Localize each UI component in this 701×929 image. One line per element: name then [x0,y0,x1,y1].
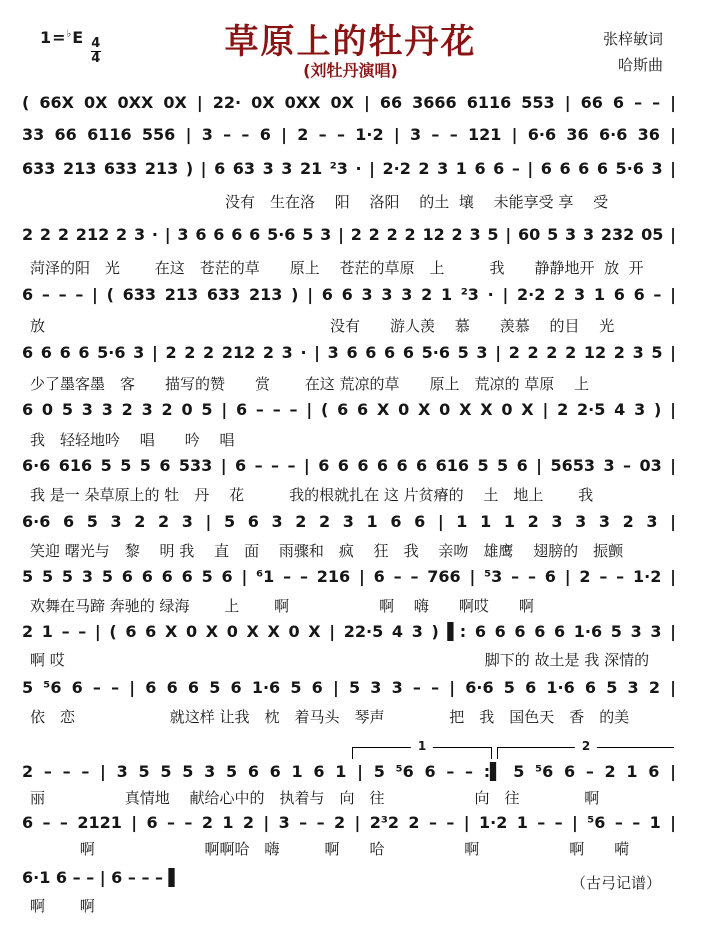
volta-bracket-second-ending [497,739,674,759]
lyrics-line-11: 啊 哎 脚下的 故土是 我 深情的 [30,651,650,669]
lyrics-line-8: 我 是一 朵草原上的 牡 丹 花 我的根就扎在 这 片贫瘠的 土 地上 我 [30,486,594,504]
lyrics-line-7: 我 轻轻地吟 唱 吟 唱 [30,431,235,449]
notation-line-7: 6 0 5 3 3 2 3 2 0 5 | 6 – – – | ( 6 6 X 0 X 0 X X 0 X | 2 2·5 4 3 ) | [22,400,676,419]
notation-line-14: 6 – – 2121 | 6 – – 2 1 2 | 3 – – 2 | 2³2 2 – – | 1·2 1 – – | ⁵6 – – 1 | [22,813,676,832]
lyrics-line-14: 啊 啊啊哈 嗨 啊 哈 啊 啊 嗬 [30,840,630,858]
notation-line-13: 2 – – – | 3 5 5 5 3 5 6 6 1 6 1 | 5 ⁵6 6 – – :▌ 5 ⁵6 6 – 2 1 6 | [22,762,676,781]
key-letter: E [72,28,85,47]
transcriber-footnote: （古弓记谱） [570,874,661,892]
lyrics-line-12: 依 恋 就这样 让我 枕 着马头 琴声 把 我 国色天 香 的美 [30,708,630,726]
flat-symbol: ♭ [66,28,73,40]
performer-subtitle: (刘牡丹演唱) [303,61,398,80]
notation-line-4: 2 2 2 212 2 3 · | 3 6 6 6 6 5·6 5 3 | 2 2 2 2 12 2 3 5 | 60 5 3 3 232 05 | [22,225,676,244]
lyrics-line-9: 笑迎 曙光与 黎 明 我 直 面 雨骤和 疯 狂 我 亲吻 雄鹰 翅膀的 振颤 [30,542,624,560]
composer-credit: 哈斯曲 [617,56,663,75]
notation-line-15: 6·1 6 – – | 6 – – – ▌ [22,868,181,887]
notation-line-10: 5 5 5 3 5 6 6 6 6 5 6 | ⁶1 – – 216 | 6 – – 766 | ⁵3 – – 6 | 2 – – 1·2 | [22,567,676,586]
page-title: 草原上的牡丹花 [224,22,477,62]
notation-line-9: 6·6 6 5 3 2 2 3 | 5 6 3 2 2 3 1 6 6 | 1 1 1 2 3 3 3 2 3 | [22,512,676,531]
time-numerator: 4 [91,36,102,51]
lyrics-line-3: 没有 生在洛 阳 洛阳 的土 壤 未能享受 享 受 [30,193,609,211]
time-denominator: 4 [91,50,102,66]
notation-line-12: 5 ⁵6 6 – – | 6 6 6 5 6 1·6 5 6 | 5 3 3 – – | 6·6 5 6 1·6 6 5 3 2 | [22,678,676,697]
notation-line-11: 2 1 – – | ( 6 6 X 0 X 0 X X 0 X | 22·5 4 3 ) ▌: 6 6 6 6 6 1·6 5 3 3 | [22,622,676,641]
notation-line-1: ( 66X 0X 0XX 0X | 22· 0X 0XX 0X | 66 3666 6116 553 | 66 6 – – | [22,93,676,112]
lyricist-credit: 张梓敏词 [602,30,663,48]
volta-label-1: 1 [411,739,433,753]
lyrics-line-4: 菏泽的阳 光 在这 苍茫的草 原上 苍茫的草原 上 我 静静地开 放 开 [30,259,644,277]
notation-line-2: 33 66 6116 556 | 3 – – 6 | 2 – – 1·2 | 3 – – 121 | 6·6 36 6·6 36 | [22,125,676,144]
lyrics-line-6: 少了墨客墨 客 描写的赞 赏 在这 荒凉的草 原上 荒凉的 草原 上 [30,375,590,393]
credits [603,26,663,79]
notation-line-8: 6·6 616 5 5 5 6 533 | 6 – – – | 6 6 6 6 6 6 616 5 5 6 | 5653 3 – 03 | [22,456,676,475]
notation-line-5: 6 – – – | ( 633 213 633 213 ) | 6 6 3 3 3 2 1 ²3 · | 2·2 2 3 1 6 6 – | [22,285,676,304]
volta-label-2: 2 [575,739,597,753]
lyrics-line-5: 放 没有 游人羡 慕 羡慕 的目 光 [30,317,615,335]
notation-line-6: 6 6 6 6 5·6 3 | 2 2 2 212 2 3 · | 3 6 6 6 6 5·6 5 3 | 2 2 2 2 12 2 3 5 | [22,343,676,362]
key-prefix: 1= [40,28,67,47]
volta-bracket-first-ending [352,739,492,759]
lyrics-line-10: 欢舞在马蹄 奔驰的 绿海 上 啊 啊 嗨 啊哎 啊 [30,597,534,615]
lyrics-line-15: 啊 啊 [30,897,95,915]
notation-line-3: 633 213 633 213 ) | 6 63 3 3 21 ²3 · | 2·2 2 3 1 6 6 – | 6 6 6 6 5·6 3 | [22,159,676,178]
lyrics-line-13: 丽 真情地 献给心中的 执着与 向 往 向 往 啊 [30,789,600,807]
